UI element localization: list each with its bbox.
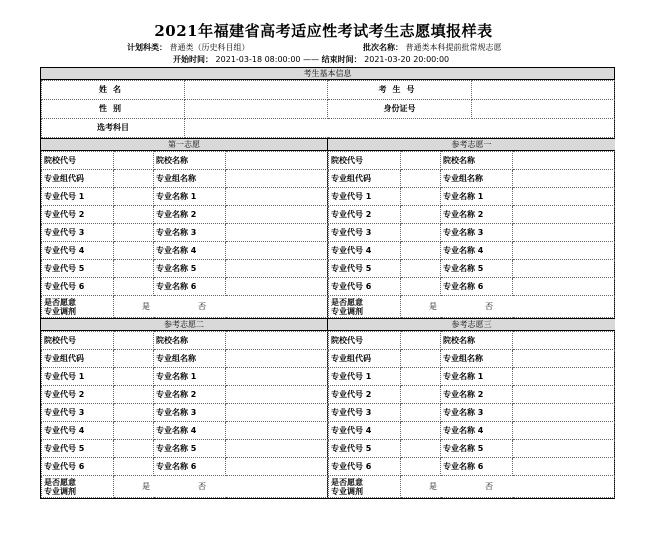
major-code-field[interactable] [401, 422, 441, 440]
major-code-label: 专业代号 1 [42, 188, 114, 206]
adjust-label [329, 476, 401, 498]
school-code-label: 院校代号 [329, 152, 401, 170]
major-code-label: 专业代号 5 [42, 260, 114, 278]
major-row [42, 260, 328, 278]
subjects-field[interactable] [185, 119, 615, 138]
adjust-options [114, 476, 328, 498]
major-name-field[interactable] [513, 278, 615, 296]
major-code-label: 专业代号 5 [329, 440, 401, 458]
batch-label: 批次名称： [363, 43, 403, 52]
major-code-label: 专业代号 3 [42, 404, 114, 422]
adjust-label-line2: 专业调剂 [331, 306, 363, 316]
major-name-label: 专业名称 6 [154, 278, 226, 296]
major-name-field[interactable] [513, 188, 615, 206]
major-name-field[interactable] [226, 242, 328, 260]
group-code-label: 专业组代码 [42, 170, 114, 188]
major-row [329, 422, 615, 440]
major-name-field[interactable] [513, 224, 615, 242]
major-name-field[interactable] [513, 260, 615, 278]
school-name-label: 院校名称 [154, 152, 226, 170]
adjust-label [42, 296, 114, 318]
group-name-field[interactable] [513, 170, 615, 188]
major-name-label: 专业名称 5 [154, 440, 226, 458]
end-label: 结束时间： [321, 55, 362, 64]
major-code-field[interactable] [114, 404, 154, 422]
school-name-label: 院校名称 [441, 152, 513, 170]
name-field[interactable] [185, 81, 328, 100]
section-table [328, 151, 615, 318]
section-3 [328, 318, 615, 498]
major-code-label: 专业代号 4 [329, 422, 401, 440]
major-code-label: 专业代号 4 [329, 242, 401, 260]
section-header: 第一志愿 [41, 138, 327, 151]
adjust-yes-option[interactable]: 是 [142, 482, 150, 491]
school-row [42, 332, 328, 350]
major-code-field[interactable] [401, 368, 441, 386]
major-code-field[interactable] [114, 368, 154, 386]
adjust-row [42, 296, 328, 318]
major-code-field[interactable] [401, 458, 441, 476]
major-name-field[interactable] [226, 458, 328, 476]
major-code-label: 专业代号 6 [329, 458, 401, 476]
form-title: 2021年福建省高考适应性考试考生志愿填报样表 [154, 22, 493, 40]
adjust-label-line1: 是否愿意 [331, 297, 363, 307]
time-dash: —— [303, 55, 320, 64]
major-name-field[interactable] [226, 224, 328, 242]
end-value: 2021-03-20 20:00:00 [364, 55, 450, 64]
major-row [42, 458, 328, 476]
major-code-label: 专业代号 3 [329, 404, 401, 422]
major-name-field[interactable] [226, 422, 328, 440]
group-row [42, 350, 328, 368]
start-value: 2021-03-18 08:00:00 [215, 55, 301, 64]
school-code-field[interactable] [401, 332, 441, 350]
adjust-no-option[interactable]: 否 [485, 302, 493, 311]
major-code-field[interactable] [114, 188, 154, 206]
group-code-label: 专业组代码 [42, 350, 114, 368]
major-row [329, 188, 615, 206]
major-row [42, 278, 328, 296]
section-1 [328, 138, 615, 318]
school-code-field[interactable] [401, 152, 441, 170]
subjects-label: 选考科目 [42, 119, 185, 138]
major-name-field[interactable] [226, 386, 328, 404]
major-code-label: 专业代号 6 [42, 458, 114, 476]
adjust-options [114, 296, 328, 318]
section-table [328, 331, 615, 498]
school-code-field[interactable] [114, 152, 154, 170]
major-name-field[interactable] [513, 242, 615, 260]
id-field[interactable] [472, 100, 615, 119]
major-name-label: 专业名称 6 [441, 278, 513, 296]
adjust-label [329, 296, 401, 318]
adjust-row [42, 476, 328, 498]
major-row [329, 242, 615, 260]
major-name-field[interactable] [226, 188, 328, 206]
major-name-label: 专业名称 5 [154, 260, 226, 278]
major-row [329, 278, 615, 296]
plan-line [127, 42, 250, 53]
section-header: 参考志愿二 [41, 318, 327, 331]
major-row [329, 458, 615, 476]
school-name-label: 院校名称 [441, 332, 513, 350]
major-name-field[interactable] [226, 260, 328, 278]
plan-value: 普通类（历史科目组） [169, 43, 250, 52]
major-code-field[interactable] [114, 224, 154, 242]
adjust-label-line2: 专业调剂 [44, 486, 76, 496]
gender-label: 性别 [42, 100, 185, 119]
section-header: 参考志愿三 [328, 318, 615, 331]
major-name-field[interactable] [513, 458, 615, 476]
group-code-field[interactable] [114, 170, 154, 188]
major-name-field[interactable] [226, 440, 328, 458]
major-name-field[interactable] [513, 440, 615, 458]
major-name-field[interactable] [513, 206, 615, 224]
major-name-label: 专业名称 1 [154, 188, 226, 206]
major-code-field[interactable] [114, 260, 154, 278]
adjust-yes-option[interactable]: 是 [429, 482, 437, 491]
major-code-label: 专业代号 4 [42, 242, 114, 260]
school-name-field[interactable] [226, 332, 328, 350]
school-code-label: 院校代号 [329, 332, 401, 350]
major-name-field[interactable] [226, 368, 328, 386]
major-code-field[interactable] [401, 242, 441, 260]
major-name-label: 专业名称 3 [441, 224, 513, 242]
group-name-label: 专业组名称 [154, 350, 226, 368]
major-code-label: 专业代号 2 [42, 206, 114, 224]
major-name-label: 专业名称 2 [441, 206, 513, 224]
application-sheet [40, 67, 615, 499]
major-name-label: 专业名称 6 [154, 458, 226, 476]
major-name-label: 专业名称 2 [154, 386, 226, 404]
name-label: 姓名 [42, 81, 185, 100]
section-header: 参考志愿一 [328, 138, 615, 151]
major-name-label: 专业名称 1 [441, 188, 513, 206]
major-name-label: 专业名称 3 [441, 404, 513, 422]
major-row [329, 206, 615, 224]
major-code-label: 专业代号 2 [329, 386, 401, 404]
major-name-label: 专业名称 4 [154, 422, 226, 440]
group-code-label: 专业组代码 [329, 170, 401, 188]
adjust-row [329, 296, 615, 318]
id-label: 身份证号 [328, 100, 472, 119]
group-name-label: 专业组名称 [441, 170, 513, 188]
major-name-field[interactable] [513, 404, 615, 422]
major-code-field[interactable] [114, 242, 154, 260]
adjust-label-line1: 是否愿意 [331, 477, 363, 487]
school-row [329, 152, 615, 170]
major-code-label: 专业代号 1 [42, 368, 114, 386]
major-row [42, 386, 328, 404]
plan-label: 计划科类： [127, 43, 167, 52]
major-name-label: 专业名称 2 [441, 386, 513, 404]
group-code-field[interactable] [401, 350, 441, 368]
major-code-label: 专业代号 6 [42, 278, 114, 296]
major-name-field[interactable] [513, 422, 615, 440]
major-code-field[interactable] [401, 188, 441, 206]
major-code-field[interactable] [114, 422, 154, 440]
batch-line [363, 42, 502, 53]
adjust-yes-option[interactable]: 是 [142, 302, 150, 311]
major-code-field[interactable] [401, 206, 441, 224]
group-name-field[interactable] [226, 350, 328, 368]
group-code-label: 专业组代码 [329, 350, 401, 368]
group-row [42, 170, 328, 188]
major-name-label: 专业名称 5 [441, 440, 513, 458]
major-rows [329, 368, 615, 476]
adjust-no-option[interactable]: 否 [485, 482, 493, 491]
major-name-field[interactable] [226, 206, 328, 224]
major-row [329, 224, 615, 242]
major-name-label: 专业名称 4 [441, 242, 513, 260]
info-header: 考生基本信息 [41, 68, 614, 80]
group-name-label: 专业组名称 [154, 170, 226, 188]
adjust-label-line2: 专业调剂 [331, 486, 363, 496]
major-code-label: 专业代号 3 [42, 224, 114, 242]
school-row [329, 332, 615, 350]
major-name-field[interactable] [513, 368, 615, 386]
adjust-no-option[interactable]: 否 [198, 302, 206, 311]
school-name-field[interactable] [513, 332, 615, 350]
major-code-label: 专业代号 5 [42, 440, 114, 458]
major-code-field[interactable] [401, 440, 441, 458]
major-name-label: 专业名称 5 [441, 260, 513, 278]
section-table [41, 151, 328, 318]
major-code-label: 专业代号 1 [329, 368, 401, 386]
major-name-label: 专业名称 1 [441, 368, 513, 386]
major-code-field[interactable] [114, 458, 154, 476]
exam-no-label: 考生号 [328, 81, 472, 100]
school-name-field[interactable] [513, 152, 615, 170]
group-code-field[interactable] [401, 170, 441, 188]
major-code-field[interactable] [114, 386, 154, 404]
major-row [329, 260, 615, 278]
major-code-field[interactable] [401, 278, 441, 296]
major-code-label: 专业代号 4 [42, 422, 114, 440]
info-table [41, 80, 615, 138]
major-code-label: 专业代号 5 [329, 260, 401, 278]
major-name-label: 专业名称 3 [154, 224, 226, 242]
major-code-field[interactable] [401, 260, 441, 278]
sections-row-1 [41, 138, 614, 318]
major-code-label: 专业代号 2 [329, 206, 401, 224]
major-row [42, 206, 328, 224]
section-0 [41, 138, 328, 318]
adjust-label [42, 476, 114, 498]
school-name-field[interactable] [226, 152, 328, 170]
major-name-label: 专业名称 4 [441, 422, 513, 440]
major-code-field[interactable] [401, 386, 441, 404]
school-name-label: 院校名称 [154, 332, 226, 350]
major-row [42, 368, 328, 386]
major-code-label: 专业代号 1 [329, 188, 401, 206]
sections-row-2 [41, 318, 614, 498]
section-2 [41, 318, 328, 498]
gender-field[interactable] [185, 100, 328, 119]
school-code-field[interactable] [114, 332, 154, 350]
school-code-label: 院校代号 [42, 332, 114, 350]
major-row [329, 368, 615, 386]
exam-no-field[interactable] [472, 81, 615, 100]
group-code-field[interactable] [114, 350, 154, 368]
major-row [42, 422, 328, 440]
adjust-row [329, 476, 615, 498]
major-row [42, 224, 328, 242]
section-table [41, 331, 328, 498]
major-row [329, 386, 615, 404]
adjust-yes-option[interactable]: 是 [429, 302, 437, 311]
major-row [42, 242, 328, 260]
adjust-label-line2: 专业调剂 [44, 306, 76, 316]
school-row [42, 152, 328, 170]
group-name-field[interactable] [513, 350, 615, 368]
adjust-options [401, 296, 615, 318]
major-code-field[interactable] [401, 404, 441, 422]
major-row [329, 404, 615, 422]
major-rows [42, 368, 328, 476]
group-name-label: 专业组名称 [441, 350, 513, 368]
major-code-field[interactable] [114, 206, 154, 224]
adjust-no-option[interactable]: 否 [198, 482, 206, 491]
batch-value: 普通类本科提前批常规志愿 [405, 43, 502, 52]
major-code-field[interactable] [401, 224, 441, 242]
major-name-label: 专业名称 6 [441, 458, 513, 476]
major-code-label: 专业代号 6 [329, 278, 401, 296]
start-label: 开始时间： [173, 55, 213, 64]
major-name-field[interactable] [513, 386, 615, 404]
adjust-label-line1: 是否愿意 [44, 297, 76, 307]
adjust-label-line1: 是否愿意 [44, 477, 76, 487]
major-name-label: 专业名称 4 [154, 242, 226, 260]
major-code-label: 专业代号 3 [329, 224, 401, 242]
major-code-field[interactable] [114, 440, 154, 458]
major-code-field[interactable] [114, 278, 154, 296]
time-line [173, 54, 449, 65]
major-row [42, 440, 328, 458]
major-name-label: 专业名称 1 [154, 368, 226, 386]
major-name-field[interactable] [226, 278, 328, 296]
major-rows [42, 188, 328, 296]
group-row [329, 350, 615, 368]
major-rows [329, 188, 615, 296]
major-row [42, 404, 328, 422]
major-row [42, 188, 328, 206]
major-code-label: 专业代号 2 [42, 386, 114, 404]
major-row [329, 440, 615, 458]
group-name-field[interactable] [226, 170, 328, 188]
group-row [329, 170, 615, 188]
major-name-label: 专业名称 2 [154, 206, 226, 224]
adjust-options [401, 476, 615, 498]
school-code-label: 院校代号 [42, 152, 114, 170]
major-name-label: 专业名称 3 [154, 404, 226, 422]
major-name-field[interactable] [226, 404, 328, 422]
